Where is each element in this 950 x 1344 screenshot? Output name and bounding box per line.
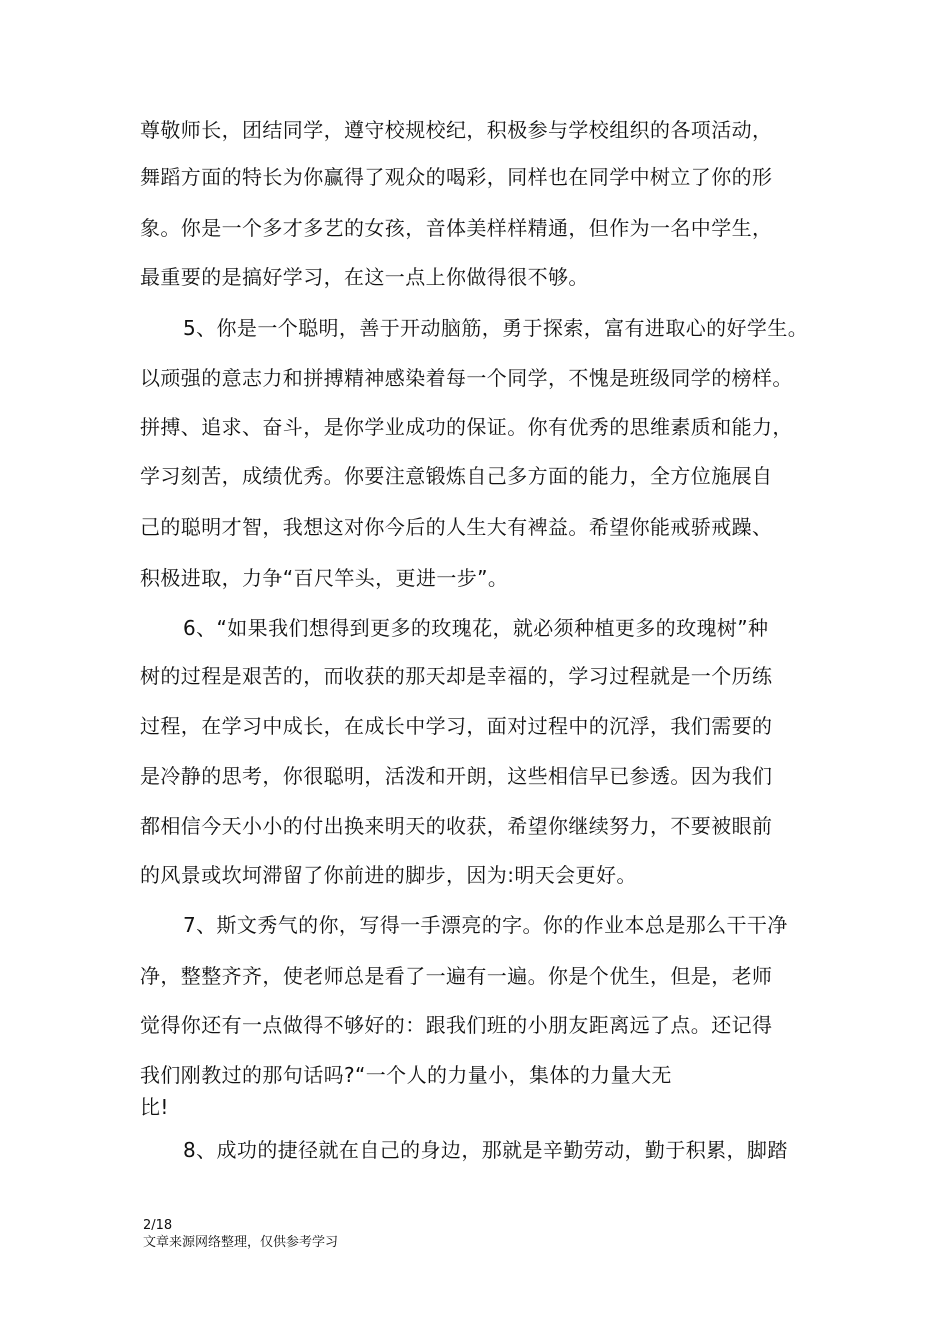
text-line: 都相信今天小小的付出换来明天的收获，希望你继续努力，不要被眼前 (140, 814, 773, 838)
text-line: 的风景或坎坷滞留了你前进的脚步，因为:明天会更好。 (140, 863, 637, 887)
text-line: 我们刚教过的那句话吗?“一个人的力量小，集体的力量大无 (140, 1063, 672, 1087)
paragraph-5-start: 5、你是一个聪明，善于开动脑筋，勇于探索，富有进取心的好学生。 (183, 316, 809, 340)
text-line: 是冷静的思考，你很聪明，活泼和开朗，这些相信早已参透。因为我们 (140, 764, 773, 788)
footer-note: 文章来源网络整理，仅供参考学习 (143, 1235, 339, 1250)
text-line: 净，整整齐齐，使老师总是看了一遍有一遍。你是个优生，但是，老师 (140, 964, 773, 988)
text-line: 过程，在学习中成长，在成长中学习，面对过程中的沉浮，我们需要的 (140, 714, 773, 738)
text-line: 己的聪明才智，我想这对你今后的人生大有裨益。希望你能戒骄戒躁、 (140, 515, 773, 539)
text-line: 舞蹈方面的特长为你赢得了观众的喝彩，同样也在同学中树立了你的形 (140, 165, 773, 189)
text-line: 尊敬师长，团结同学，遵守校规校纪，积极参与学校组织的各项活动， (140, 118, 773, 142)
text-line: 学习刻苦，成绩优秀。你要注意锻炼自己多方面的能力，全方位施展自 (140, 464, 773, 488)
text-line: 觉得你还有一点做得不够好的：跟我们班的小朋友距离远了点。还记得 (140, 1013, 773, 1037)
text-line: 比! (140, 1095, 169, 1119)
text-line: 象。你是一个多才多艺的女孩，音体美样样精通，但作为一名中学生， (140, 216, 773, 240)
paragraph-6-start: 6、“如果我们想得到更多的玫瑰花，就必须种植更多的玫瑰树”种 (183, 616, 769, 640)
paragraph-8-start: 8、成功的捷径就在自己的身边，那就是辛勤劳动，勤于积累，脚踏 (183, 1138, 788, 1162)
text-line: 积极进取，力争“百尺竿头，更进一步”。 (140, 566, 509, 590)
text-line: 以顽强的意志力和拼搏精神感染着每一个同学，不愧是班级同学的榜样。 (140, 366, 793, 390)
paragraph-7-start: 7、斯文秀气的你，写得一手漂亮的字。你的作业本总是那么干干净 (183, 913, 788, 937)
text-line: 最重要的是搞好学习，在这一点上你做得很不够。 (140, 265, 589, 289)
page-number: 2/18 (143, 1218, 173, 1233)
text-line: 树的过程是艰苦的，而收获的那天却是幸福的，学习过程就是一个历练 (140, 664, 773, 688)
text-line: 拼搏、追求、奋斗，是你学业成功的保证。你有优秀的思维素质和能力， (140, 415, 793, 439)
